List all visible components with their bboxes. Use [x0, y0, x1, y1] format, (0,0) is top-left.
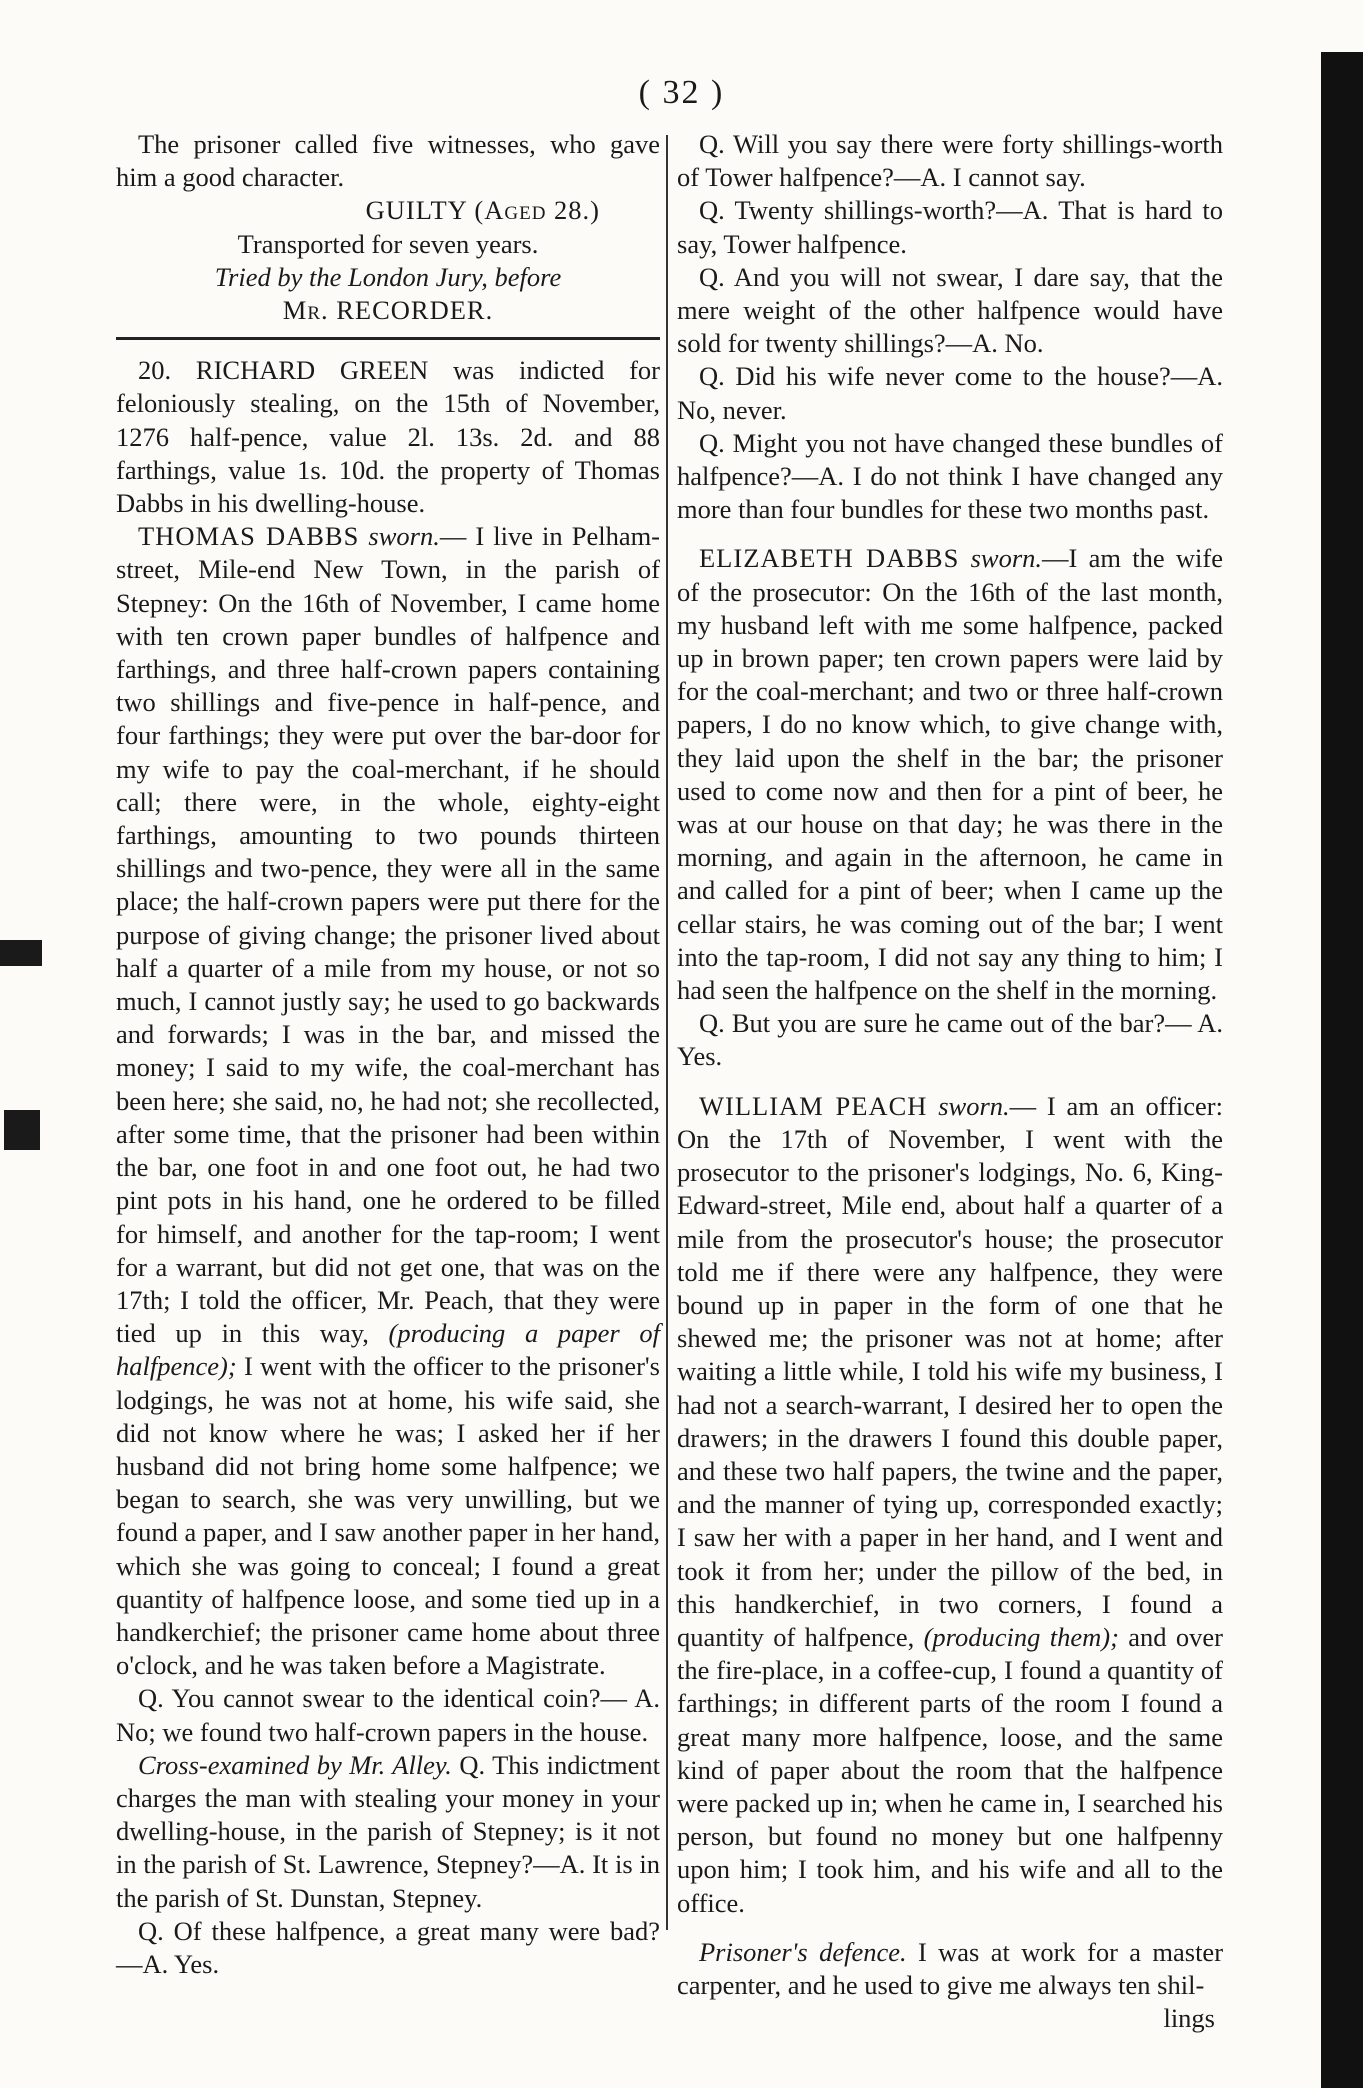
- section-rule: [116, 337, 660, 340]
- column-divider: [666, 135, 668, 1930]
- case-heading: 20. RICHARD GREEN was indicted for feloniously stealing, on the 15th of November, 1276 half-pence, value 2l. 13s. 2d. and 88 farthings, value 1s. 10d. the property of Thomas Dabbs in his dwelling-house.: [116, 355, 660, 519]
- scan-margin-mark: [0, 940, 42, 966]
- witness-name: THOMAS DABBS: [138, 521, 360, 552]
- tried-by: Tried by the London Jury, before: [214, 261, 562, 292]
- question-weight: Q. And you will not swear, I dare say, that the mere weight of the other halfpence would have sold for twenty shillings?—A. No.: [677, 261, 1223, 359]
- witness-name: ELIZABETH DABBS: [699, 543, 960, 574]
- recorder: Mr. RECORDER.: [282, 295, 494, 326]
- question-wife: Q. Did his wife never come to the house?—A. No, never.: [677, 361, 1223, 425]
- question-twenty-shillings: Q. Twenty shillings-worth?—A. That is hard to say, Tower halfpence.: [677, 195, 1223, 259]
- witness-note: The prisoner called five witnesses, who gave him a good character.: [116, 129, 660, 193]
- prisoner-defence: Prisoner's defence. I was at work for a master carpenter, and he used to give me always ten shil-: [677, 1936, 1224, 2000]
- catchword: lings: [1163, 2003, 1215, 2034]
- question-identical-coin: Q. You cannot swear to the identical coin?— A. No; we found two half-crown papers in the house.: [116, 1683, 660, 1747]
- scan-edge-shadow: [1321, 52, 1363, 2088]
- testimony-elizabeth-dabbs: ELIZABETH DABBS sworn.—I am the wife of the prosecutor: On the 16th of the last month, my husband left with me some halfpence, packed up in brown paper; ten crown papers were laid by for the coal-merchant; and two or three half-crown papers, I do no know which, to give change with, they laid upon the shelf in the bar; the prisoner used to come now and then for a pint of beer, he was at our house on that day; he was there in the morning, and again in the afternoon, he came in and called for a pint of beer; when I came up the cellar stairs, he was coming out of the bar; I went into the tap-room, I did not say any thing to him; I had seen the halfpence on the shelf in the morning.: [677, 543, 1223, 1006]
- sentence: Transported for seven years.: [237, 228, 539, 259]
- page-number: ( 32 ): [638, 74, 725, 111]
- question-forty-shillings: Q. Will you say there were forty shillings-worth of Tower halfpence?—A. I cannot say.: [677, 129, 1223, 193]
- question-bad-halfpence: Q. Of these halfpence, a great many were bad? —A. Yes.: [116, 1915, 660, 1979]
- right-column: [677, 128, 1223, 2035]
- testimony-william-peach: WILLIAM PEACH sworn.— I am an officer: On the 17th of November, I went with the prosecutor to the prisoner's lodgings, No. 6, King-Edward-street, Mile end, about half a quarter of a mile from the prosecutor's house; the prosecutor told me if there were any halfpence, they were bound up in paper in the form of one that he shewed me; the prisoner was not at home; after waiting a little while, I told his wife my business, I had not a search-warrant, I desired her to open the drawers; in the drawers I found this double paper, and these two half papers, the twine and the paper, and the manner of tying up, corresponded exactly; I saw her with a paper in her hand, and I went and took it from her; under the pillow of the bed, in this handkerchief, in two corners, I found a quantity of halfpence, (producing them); and over the fire-place, in a coffee-cup, I found a quantity of farthings; in different parts of the room I found a great many more halfpence, loose, and the same kind of paper about the room that the halfpence were packed up in; when he came in, I searched his person, but found no money but one halfpenny upon him; I took him, and his wife and all to the office.: [677, 1090, 1223, 1918]
- left-column: [116, 128, 660, 1981]
- question-out-of-bar: Q. But you are sure he came out of the bar?— A. Yes.: [677, 1008, 1223, 1072]
- question-bundles: Q. Might you not have changed these bundles of halfpence?—A. I do not think I have changed any more than four bundles for these two months past.: [677, 427, 1223, 525]
- scan-margin-mark: [4, 1110, 40, 1150]
- testimony-thomas-dabbs: THOMAS DABBS sworn.— I live in Pelham-street, Mile-end New Town, in the parish of Stepney: On the 16th of November, I came home with ten crown paper bundles of halfpence and farthings, and three half-crown papers containing two shillings and five-pence in half-pence, and four farthings; they were put over the bar-door for my wife to pay the coal-merchant, if he should call; there were, in the whole, eighty-eight farthings, amounting to two pounds thirteen shillings and two-pence, they were all in the same place; the half-crown papers were put there for the purpose of giving change; the prisoner lived about half a quarter of a mile from my house, or not so much, I cannot justly say; he used to go backwards and forwards; I was in the bar, and missed the money; I said to my wife, the coal-merchant has been here; she said, no, he had not; she recollected, after some time, that the prisoner had been within the bar, one foot in and one foot out, he had two pint pots in his hand, one he ordered to be filled for himself, and another for the tap-room; I went for a warrant, but did not get one, that was on the 17th; I told the officer, Mr. Peach, that they were tied up in this way, (producing a paper of halfpence); I went with the officer to the prisoner's lodgings, he was not at home, his wife said, she did not know where he was; I asked her if her husband did not bring home some halfpence; we began to search, she was very unwilling, but we found a paper, and I saw another paper in her hand, which she was going to conceal; I found a great quantity of halfpence loose, and some tied up in a handkerchief; the prisoner came home about three o'clock, and he was taken before a Magistrate.: [116, 521, 661, 1681]
- witness-name: WILLIAM PEACH: [699, 1090, 928, 1121]
- verdict: GUILTY (Aged 28.): [365, 195, 600, 226]
- cross-examination: Cross-examined by Mr. Alley. Q. This indictment charges the man with stealing your money in your dwelling-house, in the parish of Stepney; is it not in the parish of St. Lawrence, Stepney?—A. It is in the parish of St. Dunstan, Stepney.: [116, 1749, 660, 1913]
